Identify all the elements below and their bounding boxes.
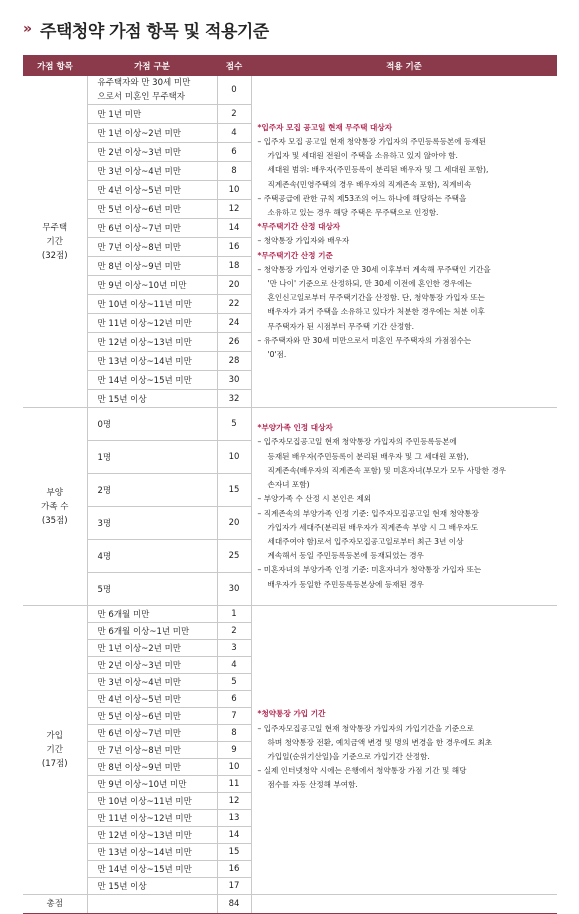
item-label: 만 12년 이상~13년 미만: [97, 338, 192, 348]
points-cell: 4: [217, 657, 251, 674]
item-cell: [87, 623, 217, 640]
points-cell: 9: [217, 742, 251, 759]
criteria-heading: *무주택기간 산정 기준: [257, 250, 333, 260]
points-cell: 16: [217, 861, 251, 878]
category-line: (17점): [41, 759, 68, 769]
points-cell: 6: [217, 691, 251, 708]
item-cell: [87, 276, 217, 295]
item-label: 만 12년 이상~13년 미만: [97, 831, 192, 841]
criteria-line: – 직계존속의 부양가족 인정 기준: 입주자모집공고일 현재 청약통장: [257, 508, 479, 518]
table-body: [23, 76, 557, 914]
item-cell: [87, 124, 217, 143]
criteria-line: 무주택자가 된 시점부터 무주택 기간 산정함.: [267, 321, 415, 331]
criteria-line: 가입자 및 세대원 전원이 주택을 소유하고 있지 않아야 함.: [267, 151, 458, 161]
category-line: 기간: [46, 745, 63, 755]
category-line: (35점): [41, 515, 68, 526]
category-line: 부양: [46, 487, 63, 498]
criteria-line: – 청약통장 가입자와 배우자: [257, 236, 350, 246]
item-label: 4명: [97, 552, 112, 562]
points-cell: 18: [217, 257, 251, 276]
points-cell: 15: [217, 844, 251, 861]
criteria-heading: *무주택기간 산정 대상자: [257, 222, 341, 232]
total-points: 84: [217, 895, 251, 914]
points-cell: 12: [217, 200, 251, 219]
points-cell: 2: [217, 105, 251, 124]
item-label: 만 2년 이상~3년 미만: [97, 148, 182, 158]
criteria-line: – 부양가족 수 산정 시 본인은 제외: [257, 494, 372, 504]
item-label: 만 7년 이상~8년 미만: [97, 746, 182, 756]
item-label: 만 5년 이상~6년 미만: [97, 712, 182, 722]
item-label: 5명: [97, 585, 112, 595]
points-cell: 30: [217, 371, 251, 390]
item-cell: [87, 861, 217, 878]
item-label: 만 10년 이상~11년 미만: [97, 797, 192, 807]
item-label: 만 6년 이상~7년 미만: [97, 729, 182, 739]
item-label: 만 4년 이상~5년 미만: [97, 695, 182, 705]
table-row: [23, 606, 557, 623]
criteria-line: 손자녀 포함): [267, 480, 310, 490]
item-cell: [87, 810, 217, 827]
item-cell: [87, 725, 217, 742]
criteria-line: 등재된 배우자(주민등록이 분리된 배우자 및 그 세대원 포함),: [267, 451, 469, 461]
item-cell: [87, 606, 217, 623]
item-cell: [87, 105, 217, 124]
item-cell: [87, 827, 217, 844]
criteria-line: 세대원 범위: 배우자(주민등록이 분리된 배우자 및 그 세대원 포함),: [267, 165, 489, 175]
category-line: 가입: [46, 731, 63, 741]
item-label: 만 7년 이상~8년 미만: [97, 243, 182, 253]
criteria-line: '만 나이' 기준으로 산정하되, 만 30세 이전에 혼인한 경우에는: [267, 279, 472, 288]
header-points: 점수: [217, 55, 251, 76]
item-label: 만 6개월 이상~1년 미만: [97, 627, 190, 637]
criteria-line: – 유주택자와 만 30세 미만으로서 미혼인 무주택자의 가점점수는: [257, 335, 472, 345]
item-cell: [87, 408, 217, 441]
points-cell: 1: [217, 606, 251, 623]
item-cell: [87, 742, 217, 759]
item-cell: [87, 76, 217, 105]
points-cell: 8: [217, 725, 251, 742]
item-label: 만 13년 이상~14년 미만: [97, 357, 192, 367]
points-cell: 30: [217, 573, 251, 606]
item-label: 만 15년 이상: [97, 882, 147, 892]
item-cell: [87, 371, 217, 390]
item-cell: [87, 540, 217, 573]
item-cell: [87, 333, 217, 352]
header-criteria: 적용 기준: [251, 55, 557, 76]
title-marker-icon: »: [23, 21, 33, 37]
criteria-line: – 미혼자녀의 부양가족 인정 기준: 미혼자녀가 청약통장 가입자 또는: [257, 565, 482, 575]
total-row: [23, 895, 557, 914]
item-label: 만 6년 이상~7년 미만: [97, 224, 182, 234]
criteria-line: 점수를 자동 산정해 부여함.: [267, 780, 358, 790]
criteria-line: 세대주여야 함)로서 입주자모집공고일로부터 최근 3년 이상: [267, 536, 464, 546]
item-label: 만 3년 이상~4년 미만: [97, 167, 182, 177]
item-label: 만 9년 이상~10년 미만: [97, 780, 187, 790]
item-cell: [87, 257, 217, 276]
points-cell: 32: [217, 390, 251, 408]
item-cell: [87, 708, 217, 725]
item-cell: [87, 759, 217, 776]
criteria-line: '0'점.: [267, 350, 287, 360]
score-table: [23, 55, 557, 914]
item-label: 만 14년 이상~15년 미만: [97, 865, 192, 875]
criteria-line: 직계존속(민영주택의 경우 배우자의 직계존속 포함), 직계비속: [267, 179, 472, 189]
item-cell: [87, 390, 217, 408]
item-label: 만 6개월 미만: [97, 610, 150, 620]
item-label: 유주택자와 만 30세 미만: [97, 78, 191, 88]
header-category: 가점 항목: [23, 55, 87, 76]
points-cell: 25: [217, 540, 251, 573]
points-cell: 15: [217, 474, 251, 507]
criteria-line: – 청약통장 가입자 연령기준 만 30세 이후부터 계속해 무주택인 기간을: [257, 264, 491, 274]
item-label: 만 15년 이상: [97, 394, 147, 405]
item-label: 만 10년 이상~11년 미만: [97, 300, 192, 310]
criteria-line: 계속해서 동일 주민등록등본에 등재되었는 경우: [267, 551, 424, 561]
criteria-line: 혼인신고일로부터 무주택기간을 산정함. 단, 청약통장 가입자 또는: [267, 293, 485, 303]
points-cell: 10: [217, 181, 251, 200]
item-cell: [87, 474, 217, 507]
item-cell: [87, 507, 217, 540]
criteria-line: 가입일(순위기산일)을 기준으로 가입기간 산정함.: [267, 752, 430, 761]
criteria-line: – 입주자모집공고일 현재 청약통장 가입자의 가입기간을 기준으로: [257, 723, 474, 733]
points-cell: 7: [217, 708, 251, 725]
item-label: 만 1년 이상~2년 미만: [97, 644, 182, 654]
criteria-cell: [251, 408, 557, 606]
criteria-cell: [251, 76, 557, 408]
item-cell: [87, 640, 217, 657]
item-cell: [87, 314, 217, 333]
item-label: 만 11년 이상~12년 미만: [97, 814, 192, 824]
points-cell: 22: [217, 295, 251, 314]
table-row: [23, 408, 557, 441]
item-cell: [87, 441, 217, 474]
points-cell: 16: [217, 238, 251, 257]
item-label: 만 1년 미만: [97, 110, 142, 120]
criteria-heading: *입주자 모집 공고일 현재 무주택 대상자: [257, 122, 393, 132]
item-cell: [87, 238, 217, 257]
item-cell: [87, 691, 217, 708]
points-cell: 4: [217, 124, 251, 143]
criteria-line: – 입주자모집공고일 현재 청약통장 가입자의 주민등록등본에: [257, 437, 457, 447]
item-label: 만 13년 이상~14년 미만: [97, 848, 192, 858]
points-cell: 26: [217, 333, 251, 352]
points-cell: 13: [217, 810, 251, 827]
criteria-line: 하며 청약통장 전환, 예치금액 변경 및 명의 변경을 한 경우에도 최초: [267, 737, 493, 747]
criteria-line: 가입자가 세대주(분리된 배우자가 직계존속 부양 시 그 배우자도: [267, 522, 479, 532]
item-cell: [87, 143, 217, 162]
points-cell: 2: [217, 623, 251, 640]
item-label: 만 8년 이상~9년 미만: [97, 262, 182, 272]
item-cell: [87, 674, 217, 691]
criteria-heading: *부양가족 인정 대상자: [257, 423, 333, 433]
category-line: 가족 수: [41, 501, 69, 512]
item-label: 으로서 미혼인 무주택자: [97, 92, 186, 102]
points-cell: 24: [217, 314, 251, 333]
points-cell: 10: [217, 759, 251, 776]
item-cell: [87, 352, 217, 371]
item-cell: [87, 295, 217, 314]
item-cell: [87, 657, 217, 674]
points-cell: 6: [217, 143, 251, 162]
total-label: 총점: [23, 895, 87, 914]
item-label: 3명: [97, 519, 112, 529]
criteria-line: – 주택공급에 관한 규칙 제53조의 어느 하나에 해당하는 주택을: [257, 193, 467, 203]
points-cell: 20: [217, 507, 251, 540]
points-cell: 17: [217, 878, 251, 895]
item-label: 만 14년 이상~15년 미만: [97, 376, 192, 386]
criteria-line: – 실제 인터넷청약 시에는 은행에서 청약통장 가점 기간 및 해당: [257, 766, 467, 776]
item-cell: [87, 793, 217, 810]
item-label: 0명: [97, 420, 112, 430]
criteria-line: 배우자가 동일한 주민등록등본상에 등재된 경우: [267, 579, 424, 589]
points-cell: 0: [217, 76, 251, 105]
item-label: 1명: [97, 453, 112, 463]
criteria-cell: [251, 606, 557, 895]
page-title: [23, 14, 269, 44]
criteria-line: 소유하고 있는 경우 해당 주택은 무주택으로 인정함.: [267, 207, 439, 217]
item-cell: [87, 181, 217, 200]
points-cell: 5: [217, 674, 251, 691]
criteria-line: 배우자가 과거 주택을 소유하고 있다가 처분한 경우에는 처분 이후: [267, 307, 485, 317]
item-cell: [87, 776, 217, 793]
category-line: 기간: [46, 236, 63, 247]
points-cell: 14: [217, 827, 251, 844]
item-cell: [87, 573, 217, 606]
item-label: 만 3년 이상~4년 미만: [97, 678, 182, 688]
category-cell: [23, 606, 87, 895]
table-header-row: [23, 55, 557, 76]
category-line: 무주택: [42, 222, 68, 233]
points-cell: 12: [217, 793, 251, 810]
item-label: 만 11년 이상~12년 미만: [97, 319, 192, 329]
total-item-empty: [87, 895, 217, 914]
points-cell: 20: [217, 276, 251, 295]
item-label: 2명: [97, 486, 112, 496]
points-cell: 11: [217, 776, 251, 793]
item-cell: [87, 219, 217, 238]
points-cell: 5: [217, 408, 251, 441]
item-label: 만 5년 이상~6년 미만: [97, 205, 182, 215]
category-cell: [23, 76, 87, 408]
criteria-heading: *청약통장 가입 기간: [257, 709, 326, 719]
item-label: 만 1년 이상~2년 미만: [97, 129, 182, 139]
points-cell: 28: [217, 352, 251, 371]
points-cell: 10: [217, 441, 251, 474]
item-cell: [87, 878, 217, 895]
criteria-line: 직계존속(배우자의 직계존속 포함) 및 미혼자녀(부모가 모두 사망한 경우: [267, 465, 507, 475]
criteria-line: – 입주자 모집 공고일 현재 청약통장 가입자의 주민등록등본에 등재된: [257, 136, 487, 146]
item-label: 만 9년 이상~10년 미만: [97, 281, 187, 291]
item-cell: [87, 200, 217, 219]
item-cell: [87, 844, 217, 861]
total-criteria-empty: [251, 895, 557, 914]
item-label: 만 2년 이상~3년 미만: [97, 661, 182, 671]
points-cell: 14: [217, 219, 251, 238]
points-cell: 3: [217, 640, 251, 657]
category-line: (32점): [41, 250, 68, 261]
points-cell: 8: [217, 162, 251, 181]
title-text: 주택청약 가점 항목 및 적용기준: [40, 21, 269, 42]
item-label: 만 8년 이상~9년 미만: [97, 763, 182, 773]
item-cell: [87, 162, 217, 181]
table-row: [23, 76, 557, 105]
category-cell: [23, 408, 87, 606]
header-item: 가점 구분: [87, 55, 217, 76]
item-label: 만 4년 이상~5년 미만: [97, 186, 182, 196]
